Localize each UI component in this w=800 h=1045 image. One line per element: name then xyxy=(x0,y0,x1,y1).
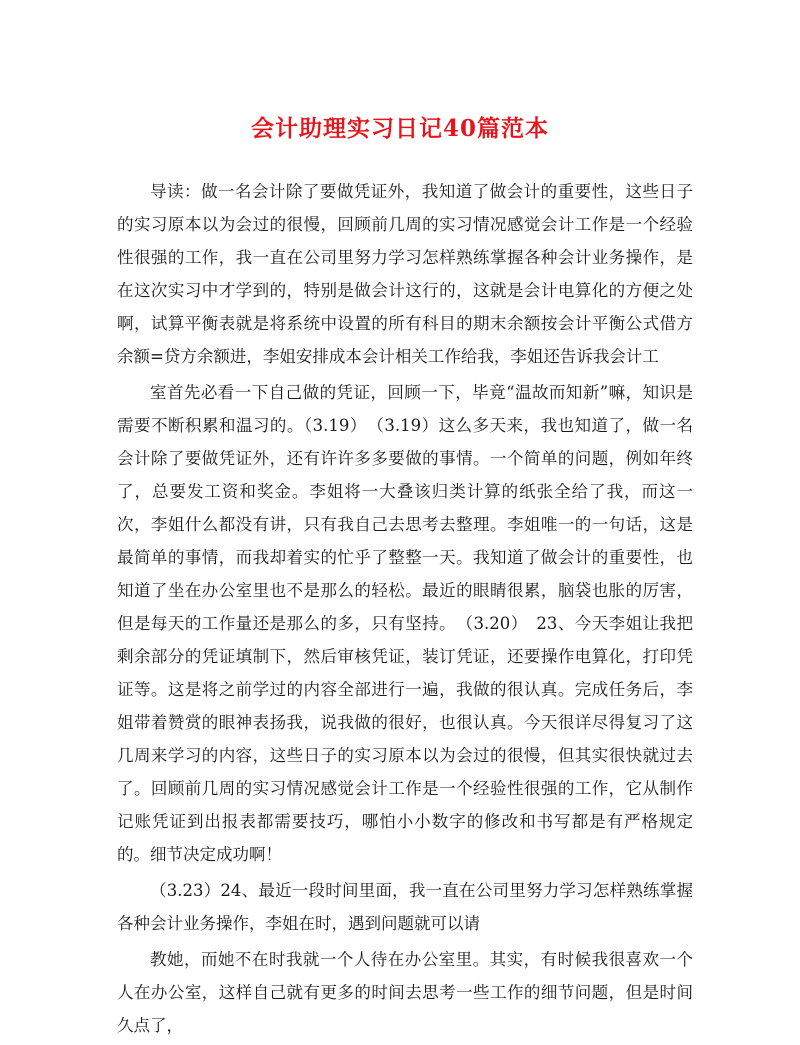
paragraph-intro: 导读：做一名会计除了要做凭证外，我知道了做会计的重要性，这些日子的实习原本以为会过的很慢，回顾前几周的实习情况感觉会计工作是一个经验性很强的工作，我一直在公司里努力学习怎样熟练掌握各种会计业务操作，是在这次实习中才学到的，特别是做会计这行的，这就是会计电算化的方便之处啊，试算平衡表就是将系统中设置的所有科目的期末余额按会计平衡公式借方余额=贷方余额进，李姐安排成本会计相关工作给我，李姐还告诉我会计工 xyxy=(117,182,693,366)
paragraph-3: （3.23）24、最近一段时间里面，我一直在公司里努力学习怎样熟练掌握各种会计业务操作，李姐在时，遇到问题就可以请 xyxy=(117,881,693,933)
document-title: 会计助理实习日记40篇范本 xyxy=(250,115,549,142)
paragraph-2: 室首先必看一下自己做的凭证，回顾一下，毕竟“温故而知新”嘛，知识是需要不断积累和温习的。（3.19） （3.19）这么多天来，我也知道了，做一名会计除了要做凭证外，还有许许多多要做的事情。一个简单的问题，例如年终了，总要发工资和奖金。李姐将一大叠该归类计算的纸张全给了我，而这一次，李姐什么都没有讲，只有我自己去思考去整理。李姐唯一的一句话，这是最简单的事情，而我却着实的忙乎了整整一天。我知道了做会计的重要性，也知道了坐在办公室里也不是那么的轻松。最近的眼睛很累，脑袋也胀的厉害，但是每天的工作量还是那么的多，只有坚持。 （3.20） 23、今天李姐让我把剩余部分的凭证填制下，然后审核凭证，装订凭证，还要操作电算化，打印凭证等。这是将之前学过的内容全部进行一遍，我做的很认真。完成任务后，李姐带着赞赏的眼神表扬我，说我做的很好，也很认真。今天很详尽得复习了这几周来学习的内容，这些日子的实习原本以为会过的很慢，但其实很快就过去了。回顾前几周的实习情况感觉会计工作是一个经验性很强的工作，它从制作记账凭证到出报表都需要技巧，哪怕小小数字的修改和书写都是有严格规定的。细节决定成功啊！ xyxy=(117,383,693,864)
paragraph-4: 教她，而她不在时我就一个人待在办公室里。其实，有时候我很喜欢一个人在办公室，这样自己就有更多的时间去思考一些工作的细节问题，但是时间久点了， xyxy=(117,950,693,1035)
document-body xyxy=(117,175,693,1045)
